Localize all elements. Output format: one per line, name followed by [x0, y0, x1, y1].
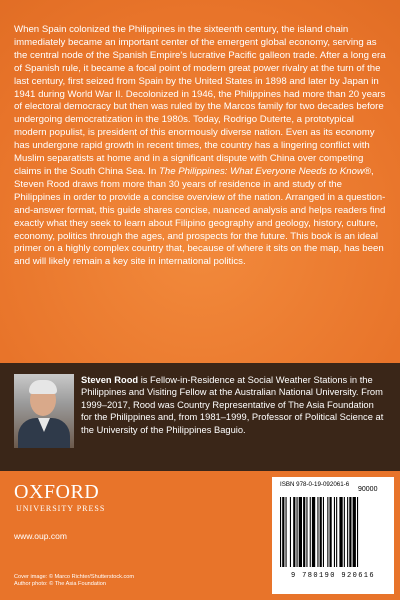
book-title: The Philippines: What Everyone Needs to Know®	[159, 165, 371, 177]
publisher-logo: OXFORD	[14, 481, 100, 503]
cover-credit: Cover image: © Marco Richter/Shutterstock.com	[14, 574, 135, 580]
price-code: 90000	[358, 486, 378, 493]
blurb-text	[14, 24, 386, 269]
publisher-url: www.oup.com	[14, 531, 67, 541]
blurb-part-1: When Spain colonized the Philippines in the sixteenth century, the island chain immediately became an important center of the emergent global economy, serving as the central node of the Spanish Empire's lucrative Pacific galleon trade. After a long era of Spanish rule, it became a focal point of modern great power rivalry at the turn of the last century, first seized from Spain by the United States in 1898 and later by Japan in 1941 during World War II. Decolonized in 1946, the Philippines had more than 20 years of electoral democracy but then was ruled by the Marcos family for two decades before undergoing democratization in the 1980s. Today, Rodrigo Duterte, a prototypical modern populist, is president of this enormously diverse nation. Even as its economy has undergone rapid growth in recent times, the country has a lingering conflict with Muslim separatists at home and in a significant dispute with China over competing claims in the South China Sea. In	[14, 24, 386, 177]
blurb-part-2: , Steven Rood draws from more than 30 years of residence in and study of the Philippines in order to provide a concise overview of the nation. Arranged in a question-and-answer format, this guide shares concise, nuanced analysis and helps readers find exactly what they seek to learn about Filipino geography and geology, history, culture, economy, politics through the ages, and prospects for the future. This book is an ideal primer on a highly complex country that, because of where it sits on the map, has been and will likely remain a key site in international politics.	[14, 165, 386, 268]
author-photo-credit: Author photo: © The Asia Foundation	[14, 581, 107, 588]
barcode-box	[272, 477, 394, 594]
barcode-digits: 9 780190 920616	[290, 572, 375, 580]
author-bio-text: is Fellow-in-Residence at Social Weather Stations in the Philippines and Visiting Fellow at the Australian National University. From 1999–2017, Rood was Country Representative of The Asia Foundation for the Philippines and, from 1981–1999, Professor of Political Science at the University of the Philippines Baguio.	[81, 375, 384, 435]
image-credits	[14, 574, 134, 589]
publisher-logo-sub: UNIVERSITY PRESS	[16, 504, 106, 513]
barcode-bars	[280, 497, 386, 567]
author-name: Steven Rood	[81, 375, 139, 385]
isbn-label: ISBN 978-0-19-092061-6	[280, 481, 350, 488]
author-bio	[81, 374, 387, 436]
author-photo	[14, 374, 74, 448]
